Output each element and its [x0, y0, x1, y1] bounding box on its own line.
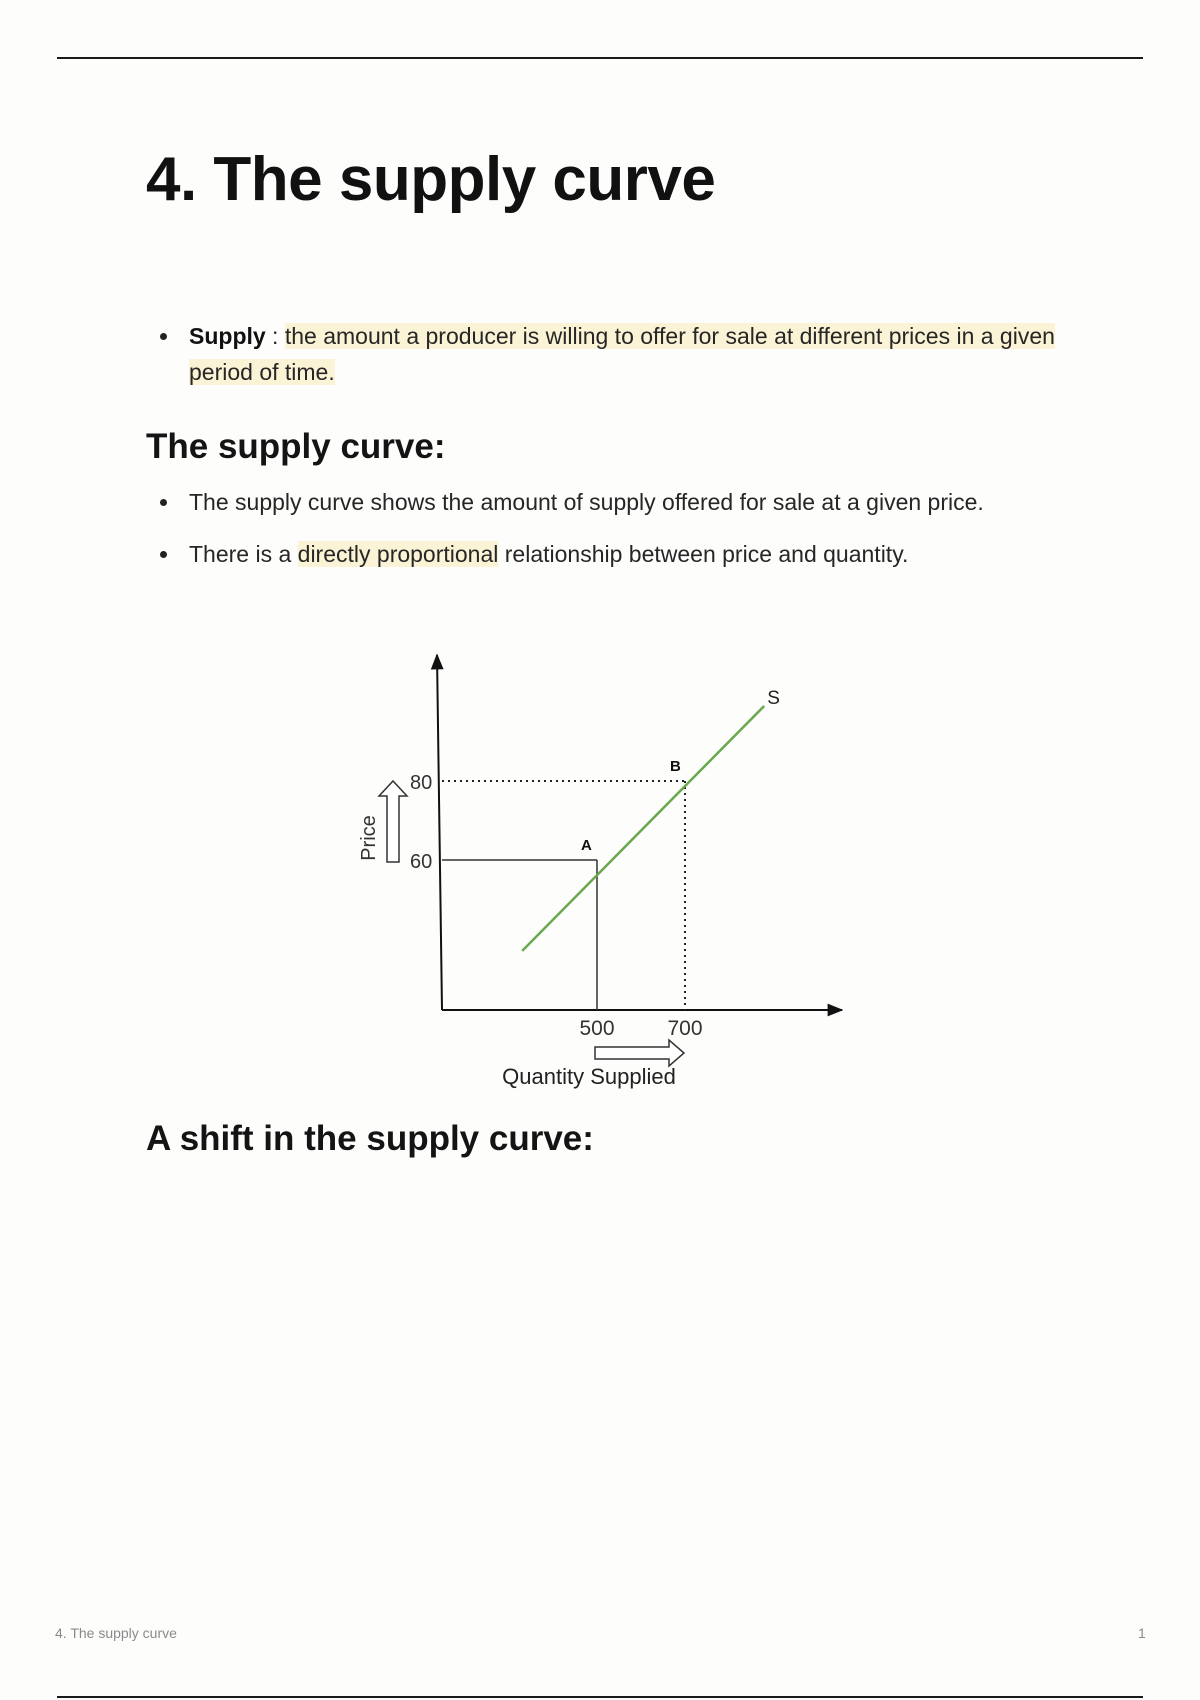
section-heading-supply-curve: The supply curve:: [146, 427, 446, 466]
y-axis-label: Price: [358, 815, 380, 861]
page-number: 1: [1138, 1625, 1146, 1641]
bullet-text-after: relationship between price and quantity.: [498, 541, 909, 567]
y-tick-label-60: 60: [410, 851, 433, 873]
y-tick-label-80: 80: [410, 772, 433, 794]
point-label-b: B: [670, 758, 681, 775]
bullet-text-highlight: directly proportional: [297, 541, 499, 567]
bullet-text-before: There is a: [189, 541, 298, 567]
price-increase-arrow-icon: [379, 781, 407, 862]
footer-title: 4. The supply curve: [55, 1625, 177, 1641]
bullet-text: The supply curve shows the amount of supply offered for sale at a given price.: [189, 489, 984, 515]
quantity-increase-arrow-icon: [595, 1040, 684, 1066]
chart-layer: [358, 655, 842, 1089]
definition-text: the amount a producer is willing to offer for sale at different prices in a given period of time.: [189, 323, 1055, 385]
bottom-rule: [57, 1696, 1143, 1698]
x-tick-label-500: 500: [579, 1017, 615, 1040]
x-tick-label-700: 700: [667, 1017, 703, 1040]
point-label-a: A: [581, 837, 592, 854]
series-label-s: S: [767, 687, 780, 709]
definition-separator: :: [265, 323, 285, 349]
page-title: 4. The supply curve: [146, 145, 716, 214]
x-axis-label: Quantity Supplied: [502, 1064, 676, 1089]
definition-term: Supply: [189, 323, 266, 349]
section-heading-shift: A shift in the supply curve:: [146, 1119, 594, 1158]
supply-curve-line: [522, 706, 764, 951]
y-axis: [437, 655, 442, 1010]
